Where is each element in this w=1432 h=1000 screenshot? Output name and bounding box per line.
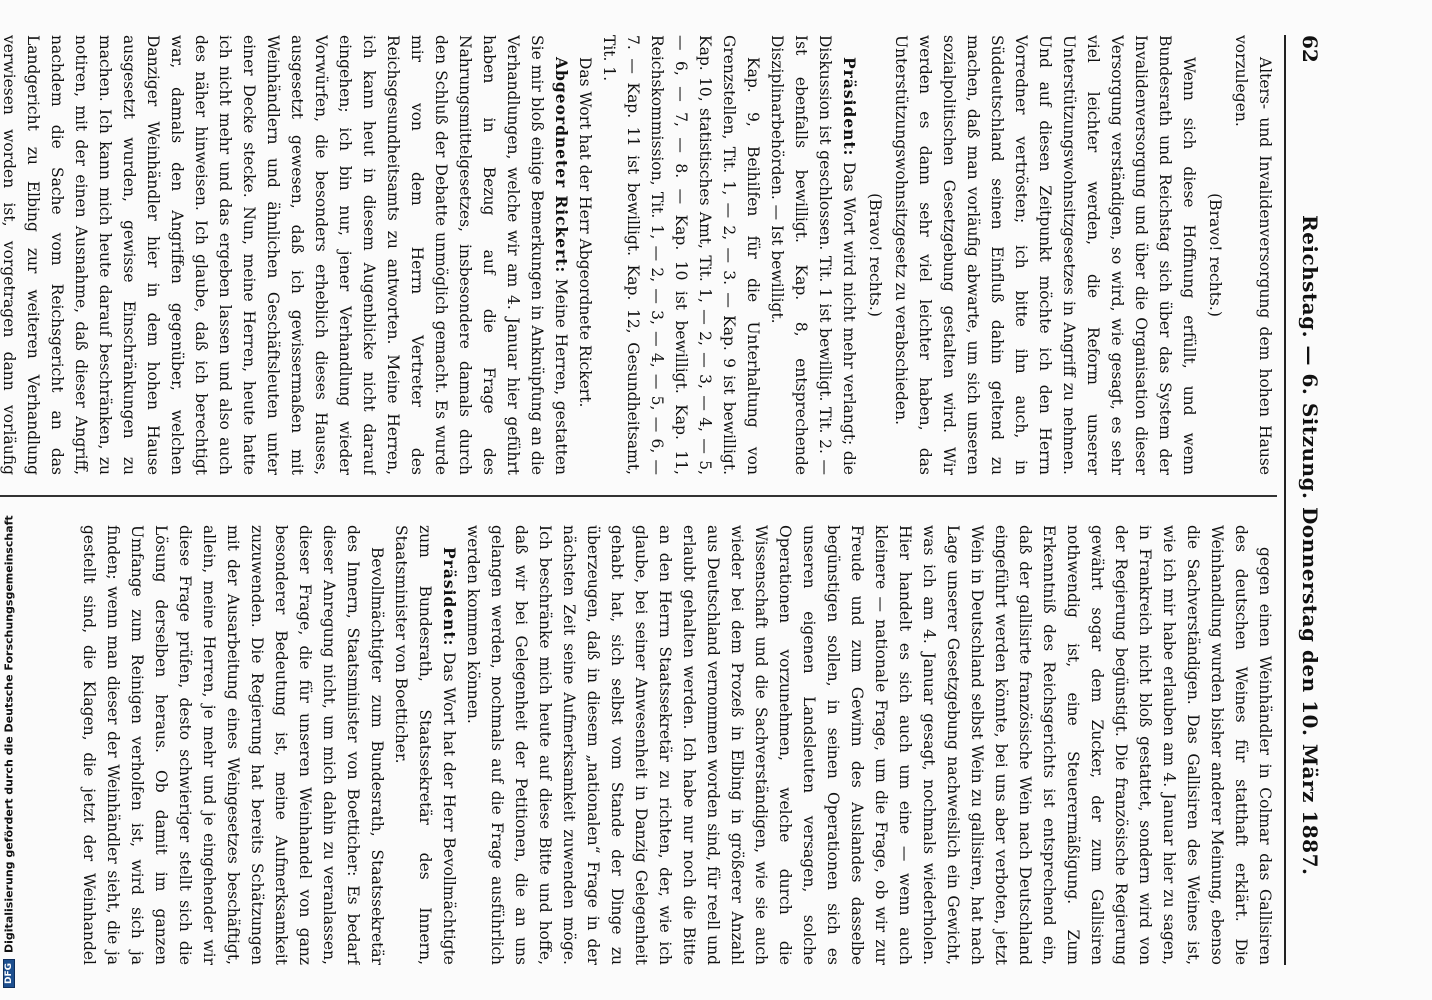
speaker-name: Präsident: xyxy=(840,57,859,157)
paragraph xyxy=(889,35,1201,475)
paragraph-text: (Bravo! rechts.) xyxy=(1206,193,1224,317)
paragraph xyxy=(1229,35,1277,475)
left-column xyxy=(0,35,1277,475)
page-number: 62 xyxy=(1298,35,1322,63)
paragraph-text: gegen einen Weinhändler in Colmar das Gallisiren des deutschen Weines für statthaft erklärt. Die Weinhandlung wurden bisher anderer Meinung, ebenso die Sachverständigen. Das Gallisiren des Weines ist, wie ich mir habe erlauben am 4. Januar hier zu sagen, in Frankreich nicht bloß gestattet, sondern wird von der Regierung begünstigt. Die französische Regierung gewährt sogar dem Zucker, der zum Gallisiren nothwendig ist, eine Steuerermäßigung. Zum Erkenntniß des Reichsgerichts ist entsprechend ein, daß der gallisirte französische Wein nach Deutschland eingeführt werden könnte, bei uns aber verboten, jetzt Wein in Deutschland selbst Wein zu gallisiren, hat nach Lage unserer Gesetzgebung nachweislich ein Gewicht, was ich am 4. Januar gesagt, nochmals wiederholen. Hier handelt es sich auch um eine — wenn auch kleinere — nationale Frage, um die Frage, ob wir zur Freude und zum Gewinn des Auslandes dasselbe begünstigen sollen, in seinen Operationen sich es unseren eigenen Landsleuten versagen, solche Operationen vorzunehmen, welche durch die Wissenschaft und die Sachverständigen, wie sie auch wieder bei dem Prozeß in Elbing in größerer Anzahl aus Deutschland vernommen worden sind, für reell und erlaubt gehalten werden. Ich habe nur noch die Bitte an den Herrn Staatssekretär zu richten, der, wie ich glaube, bei seiner Anwesenheit in Danzig Gelegenheit gehabt hat, sich selbst vom Stande der Dinge zu überzeugen, daß in diesem „nationalen“ Frage in der nächsten Zeit seine Aufmerksamkeit zuwenden möge. Ich beschränke mich heute auf diese Bitte und hoffe, daß wir bei Gelegenheit der Petitionen, die an uns gelangen werden, nochmals auf die Frage ausführlich werden kommen können. xyxy=(464,525,1274,965)
interjection xyxy=(863,35,887,475)
paragraph-text: Kap. 9, Beihilfen für die Unterhaltung von Grenzstellen, Tit. 1, — 2, — 3. — Kap. 9 ist bewilligt. Kap. 10, statistisches Amt, Tit. 1, — 2, — 3, — 4, — 5, — 6, — 7, — 8. — Kap. 10 ist bewilligt. Kap. 11, Reichskommission, Tit. 1, — 2, — 3, — 4, — 5, — 6, — 7. — Kap. 11 ist bewilligt. Kap. 12, Gesundheitsamt, Tit. 1. xyxy=(600,35,762,475)
header-rule xyxy=(1284,35,1286,965)
paragraph-text: (Bravo! rechts.) xyxy=(866,193,884,317)
footer-strip xyxy=(0,0,14,1000)
dfg-logo: DFG xyxy=(3,959,15,988)
page-header xyxy=(1292,35,1322,965)
right-column xyxy=(77,525,1277,965)
paragraph-text: Meine Herren, gestatten Sie mir bloß einige Bemerkungen in Anknüpfung an die Verhandlungen, welche wir am 4. Januar hier geführt haben in Bezug auf die Frage des Nahrungsmittelgesetzes, insbesondere damals durch den Schluß der Debatte unmöglich gemacht. Es wurde mir von dem Herrn Vertreter des Reichsgesundheitsamts zu antworten. Meine Herren, ich kann heut in diesem Augenblicke nicht darauf eingehen; ich bin nur, jener Verhandlung wieder Vorwürfen, die besonders erheblich dieses Hauses, ausgesetzt gewesen, daß ich gewissermaßen mit Weinhändlern und ähnlichen Geschäftsleuten unter einer Decke stecke. Nun, meine Herren, heute hatte ich nicht mehr und das ergeben lassen und also auch des näher hinweisen. Ich glaube, daß ich berechtigt war, damals den Angriffen gegenüber, welchen Danziger Weinhändler hier in dem hohen Hause ausgesetzt wurden, gewisse Einschränkungen zu machen. Ich kann mich heute darauf beschränken, zu notiren, mit der einen Ausnahme, daß dieser Angriff, nachdem die Sache vom Reichsgericht an das Landgericht zu Elbing zur weiteren Verhandlung verwiesen worden ist, vorgetragen dann vorläufig xyxy=(0,35,570,475)
digitization-credit: Digitalisierung gefördert durch die Deutsche Forschungsgemeinschaft xyxy=(2,515,16,953)
paragraph xyxy=(597,35,765,475)
paragraph xyxy=(573,35,597,475)
interjection xyxy=(1203,35,1227,475)
paragraph-text: Wenn sich diese Hoffnung erfüllt, und wenn Bundesrath und Reichstag sich über das System der Invalidenversorgung und über die Organisation dieser Versorgung verständigen, so wird, wie gesagt, es sehr viel leichter werden, die Reform unserer Unterstützungswohnsitzgesetzes in Angriff zu nehmen. Und auf diesen Zeitpunkt möchte ich den Herrn Vorredner vertrösten; ich bitte ihn auch, in Süddeutschland seinen Einfluß dahin geltend zu machen, daß man vorläufig abwarte, um sich unseren sozialpolitischen Gesetzgebung gestalten wird. Wir werden es dann sehr viel leichter haben, das Unterstützungswohnsitzgesetz zu verabschieden. xyxy=(892,35,1198,475)
paragraph-text: Das Wort hat der Herr Abgeordnete Rickert. xyxy=(576,57,594,408)
paragraph-text: Alters- und Invalidenversorgung dem hohen Hause vorzulegen. xyxy=(1232,35,1274,475)
footer-credit-line xyxy=(2,0,16,988)
paragraph-text: Bevollmächtigter zum Bundesrath, Staatssekretär des Innern, Staatsminister von Boetticher: Es bedarf dieser Anregung nicht, um mich dahin zu veranlassen, dieser Frage, die für unseren Weinhandel von ganz besonderer Bedeutung ist, meine Aufmerksamkeit zuzuwenden. Die Regierung hat bereits Schätzungen mit der Ausarbeitung eines Weingesetzes beschäftigt, allein, meine Herren, je mehr und je eingehender wir diese Frage prüfen, desto schwieriger stellt sich die Lösung derselben heraus. Ob damit im ganzen Umfange zum Reinigen verholfen ist, wird sich ja finden; wenn man dieser der Weinhändler sieht, die ja gestellt sind, die Klagen, die jetzt der Weinhandel xyxy=(80,525,386,965)
column-divider xyxy=(0,495,1277,497)
speaker-name: Abgeordneter Rickert: xyxy=(552,57,571,274)
paragraph xyxy=(765,35,861,475)
paragraph xyxy=(461,525,1277,965)
paragraph xyxy=(77,525,389,965)
speaker-name: Präsident: xyxy=(440,547,459,647)
paragraph xyxy=(0,35,573,475)
paragraph-text: Das Wort hat der Herr Bevollmächtigte zum Bundesrath, Staatssekretär des Innern, Staatsminister von Boetticher. xyxy=(392,525,458,965)
running-title: Reichstag. — 6. Sitzung. Donnerstag den 10. März 1887. xyxy=(1298,215,1322,876)
paragraph xyxy=(389,525,461,965)
paragraph-text: Das Wort wird nicht mehr verlangt; die Diskussion ist geschlossen. Tit. 1 ist bewilligt. Tit. 2. — Ist ebenfalls bewilligt. Kap. 8, entsprechende Disziplinarbehörden. — Ist bewilligt. xyxy=(768,35,858,475)
